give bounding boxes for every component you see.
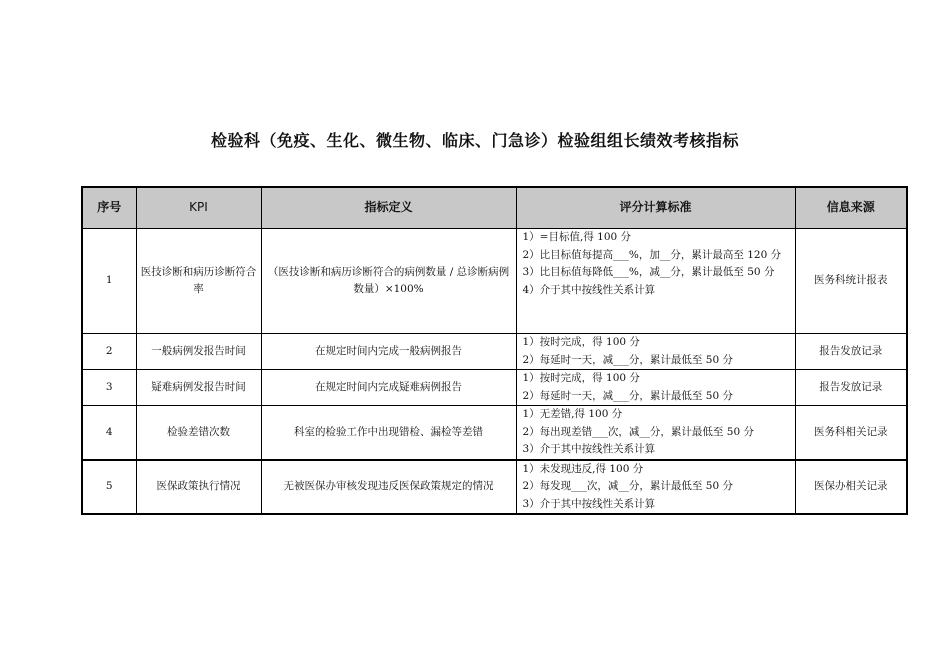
criteria-line: 4）介于其中按线性关系计算 — [522, 283, 656, 296]
criteria-line: 3）比目标值每降低___%，减__分，累计最低至 50 分 — [522, 266, 775, 278]
cell-no: 1 — [82, 229, 136, 334]
cell-criteria — [516, 334, 795, 370]
kpi-table — [81, 186, 908, 515]
cell-definition: 无被医保办审核发现违反医保政策规定的情况 — [261, 460, 516, 515]
header-criteria: 评分计算标准 — [516, 187, 795, 229]
header-definition: 指标定义 — [261, 187, 516, 229]
document-title: 检验科（免疫、生化、微生物、临床、门急诊）检验组组长绩效考核指标 — [210, 131, 739, 150]
cell-kpi: 疑难病例发报告时间 — [136, 370, 261, 406]
cell-no: 2 — [82, 334, 136, 370]
cell-criteria — [516, 406, 795, 460]
criteria-line: 2）比目标值每提高___%，加__分，累计最高至 120 分 — [522, 248, 782, 261]
table-row — [82, 229, 907, 334]
cell-kpi: 医技诊断和病历诊断符合率 — [136, 229, 261, 334]
table-header-row — [82, 187, 907, 229]
cell-source: 医务科统计报表 — [795, 229, 907, 334]
table-row — [82, 460, 907, 515]
criteria-line: 1）无差错,得 100 分 — [522, 408, 623, 420]
table-row — [82, 334, 907, 370]
cell-no: 3 — [82, 370, 136, 406]
cell-no: 4 — [82, 406, 136, 460]
criteria-line: 3）介于其中按线性关系计算 — [522, 497, 656, 510]
header-no: 序号 — [82, 187, 136, 229]
criteria-line: 2）每延时一天，减___分，累计最低至 50 分 — [522, 353, 733, 366]
criteria-line: 1）按时完成，得 100 分 — [522, 372, 640, 384]
cell-source: 报告发放记录 — [795, 370, 907, 406]
cell-no: 5 — [82, 460, 136, 515]
criteria-line: 1）按时完成，得 100 分 — [522, 336, 640, 348]
cell-definition: 科室的检验工作中出现错检、漏检等差错 — [261, 406, 516, 460]
cell-definition: 在规定时间内完成一般病例报告 — [261, 334, 516, 370]
cell-criteria — [516, 229, 795, 334]
cell-source: 报告发放记录 — [795, 334, 907, 370]
table-row — [82, 406, 907, 460]
cell-criteria — [516, 460, 795, 515]
cell-definition: 在规定时间内完成疑难病例报告 — [261, 370, 516, 406]
cell-kpi: 医保政策执行情况 — [136, 460, 261, 515]
cell-definition: （医技诊断和病历诊断符合的病例数量 / 总诊断病例数量）×100% — [261, 229, 516, 334]
cell-source: 医保办相关记录 — [795, 460, 907, 515]
criteria-line: 1）未发现违反,得 100 分 — [522, 462, 644, 475]
cell-kpi: 检验差错次数 — [136, 406, 261, 460]
criteria-line: 2）每出现差错___次，减__分，累计最低至 50 分 — [522, 425, 754, 438]
header-kpi: KPI — [136, 187, 261, 229]
criteria-line: 2）每延时一天，减___分，累计最低至 50 分 — [522, 389, 733, 402]
criteria-line: 1）=目标值,得 100 分 — [522, 231, 632, 243]
criteria-line: 2）每发现___次，减__分，累计最低至 50 分 — [522, 480, 733, 492]
header-source: 信息来源 — [795, 187, 907, 229]
table-row — [82, 370, 907, 406]
criteria-line: 3）介于其中按线性关系计算 — [522, 443, 656, 455]
cell-source: 医务科相关记录 — [795, 406, 907, 460]
cell-kpi: 一般病例发报告时间 — [136, 334, 261, 370]
cell-criteria — [516, 370, 795, 406]
